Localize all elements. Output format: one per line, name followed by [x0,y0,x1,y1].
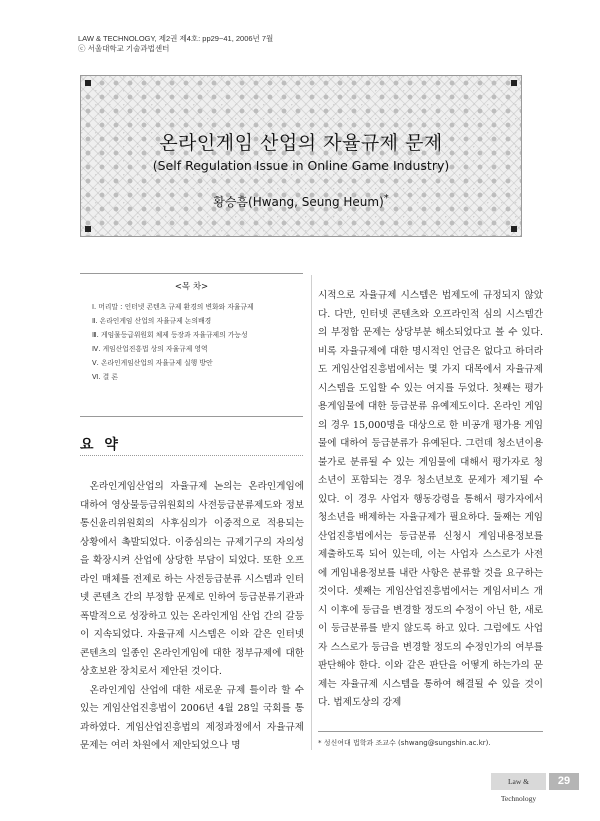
corner-square-icon [85,226,91,232]
toc-item: Ⅰ. 머리말 : 인터넷 콘텐츠 규제 환경의 변화와 자율규제 [92,303,254,311]
toc-item: Ⅲ. 게임물등급위원회 체제 등장과 자율규제의 가능성 [92,331,248,339]
abstract-paragraph-continued: 시적으로 자율규제 시스템은 법제도에 규정되지 않았다. 다만, 인터넷 콘텐츠와 오프라인적 심의 시스템간의 부정합 문제는 상당부분 해소되었다고 볼 수 있다. 비록 자율규제에 대한 명시적인 언급은 없다고 하더라도 게임산업진흥법에서는 몇 가지 대목에서 자율규제 시스템을 도입할 수 있는 여지를 두었다. 첫째는 평가용게임물에 대한 등급분류 유예제도이다. 온라인 게임의 경우 15,000명을 대상으로 한 비공개 평가용 게임물에 대하여 등급분류가 유예된다. 그런데 청소년이용불가로 분류될 수 있는 게임물에 대해서 평가자로 청소년이 포함되는 경우 청소년보호 문제가 제기될 수 있다. 이 경우 사업자 행동강령을 통해서 평가자에서 청소년을 배제하는 자율규제가 필요하다. 둘째는 게임산업진흥법에서는 등급분류 신청시 게임내용정보를 제출하도록 되어 있는데, 이는 사업자 스스로가 사전에 게임내용정보를 내란 사항은 분류할 것을 요구하는 것이다. 셋째는 게임산업진흥법에서는 게임서비스 개시 이후에 등급을 변경할 정도의 수정이 아닌 한, 새로이 등급분류를 받지 않도록 하고 있다. 그럼에도 사업자 스스로가 등급을 변경할 정도의 수정인가의 여부를 판단해야 한다. 이와 같은 판단을 어떻게 하는가의 문제는 자율규제 시스템을 통하여 해결될 수 있을 것이다. 법제도상의 강제 [318,290,543,708]
abstract-left-column [80,478,304,756]
table-of-contents [80,273,303,417]
footer-journal-label: Law & Technology [491,773,546,790]
title-banner [80,75,522,237]
paper-subtitle: (Self Regulation Issue in Online Game Industry) [152,158,450,173]
author-name: 황승흠(Hwang, Seung Heum) [213,195,384,209]
paper-title: 온라인게임 산업의 자율규제 문제 [159,132,443,154]
abstract-heading: 요 약 [80,437,121,453]
toc-item: Ⅱ. 온라인게임 산업의 자율규제 논의배경 [92,317,212,325]
abstract-paragraph: 온라인게임 산업에 대한 새로운 규제 틀이라 할 수 있는 게임산업진흥법이 2006년 4월 28일 국회를 통과하였다. 게임산업진흥법의 제정과정에서 자율규제 문제는 여러 차원에서 제안되었으나 명 [80,684,304,751]
corner-square-icon [511,80,517,86]
footnote-divider [318,731,543,732]
corner-square-icon [85,80,91,86]
author-line [81,193,521,210]
journal-header [78,34,273,54]
copyright-line: ⓒ 서울대학교 기술과법센터 [78,44,170,53]
author-footnote: * 성신여대 법학과 조교수 (shwang@sungshin.ac.kr). [318,739,491,747]
heading-divider [80,455,303,456]
abstract-paragraph: 온라인게임산업의 자율규제 논의는 온라인게임에 대하여 영상물등급위원회의 사전등급분류제도와 정보통신윤리위원회의 사후심의가 이중적으로 적용되는 상황에서 촉발되었다. 이중심의는 규제기구의 자의성을 확장시켜 산업에 상당한 부담이 되었다. 또한 오프라인 매체를 전제로 하는 사전등급분류 시스템과 인터넷 콘텐츠 간의 부정합 문제로 인하여 등급분류기관과 폭발적으로 성장하고 있는 온라인게임 산업 간의 갈등이 지속되었다. 자율규제 시스템은 이와 같은 인터넷 콘텐츠의 일종인 온라인게임에 대한 정부규제에 대한 상호보완 장치로서 제안된 것이다. [80,481,304,677]
corner-square-icon [511,226,517,232]
journal-citation: LAW & TECHNOLOGY, 제2권 제4호: pp29~41, 2006년 7월 [78,34,274,43]
author-footnote-mark: * [383,193,389,204]
toc-title: <목 차> [174,282,209,292]
toc-item: Ⅴ. 온라인게임산업의 자율규제 실행 방안 [92,359,213,367]
toc-item: Ⅵ. 결 론 [92,373,118,381]
toc-item: Ⅳ. 게임산업진흥법 상의 자율규제 영역 [92,345,208,353]
column-divider [311,275,312,750]
page-number: 29 [549,773,579,790]
abstract-right-column [318,287,543,713]
